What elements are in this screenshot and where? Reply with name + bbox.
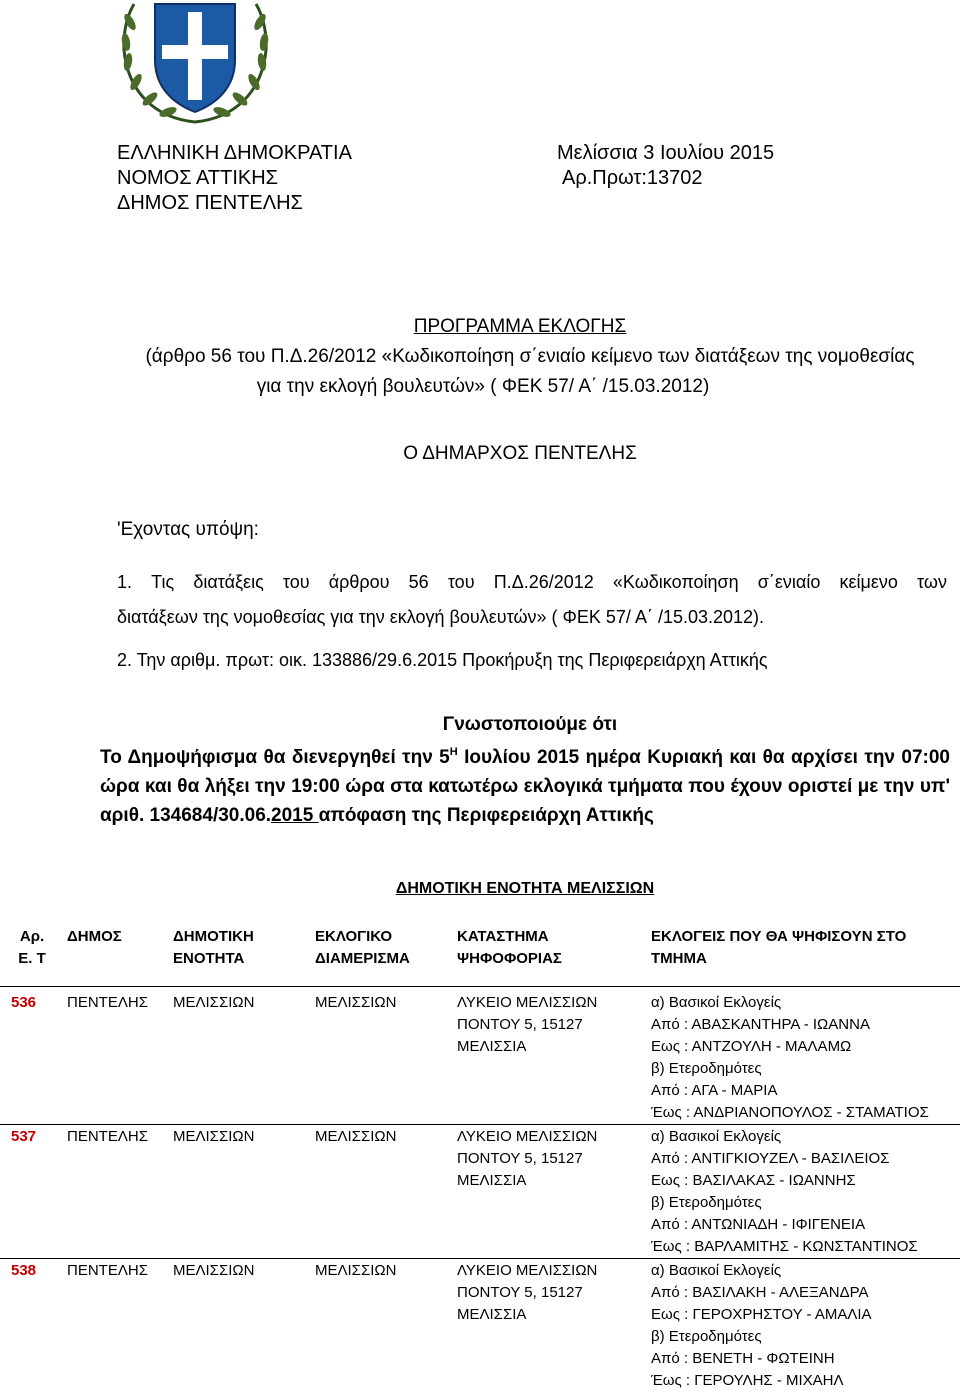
voters-line: Από : ΒΕΝΕΤΗ - ΦΩΤΕΙΝΗ	[651, 1350, 835, 1367]
row-number: 536	[11, 994, 37, 1011]
row-voters	[651, 1260, 872, 1392]
item-1-word: άρθρου	[328, 572, 390, 592]
row-municipality: ΠΕΝΤΕΛΗΣ	[67, 1128, 148, 1145]
row-venue	[457, 1260, 597, 1326]
protocol-number: Αρ.Πρωτ:13702	[562, 167, 703, 189]
header-text: ΕΚΛΟΓΕΙΣ ΠΟΥ ΘΑ ΨΗΦΙΣΟΥΝ ΣΤΟ	[651, 928, 907, 945]
voters-line: β) Ετεροδημότες	[651, 1194, 762, 1211]
row-district: ΜΕΛΙΣΣΙΩΝ	[315, 994, 397, 1011]
voters-line: Εως : ΒΑΣΙΛΑΚΑΣ - ΙΩΑΝΝΗΣ	[651, 1172, 856, 1189]
item-1-word: σ΄ενιαίο	[757, 572, 821, 592]
venue-line: ΛΥΚΕΙΟ ΜΕΛΙΣΣΙΩΝ	[457, 1128, 598, 1145]
table-divider	[0, 986, 960, 987]
voters-line: β) Ετεροδημότες	[651, 1060, 762, 1077]
row-municipality: ΠΕΝΤΕΛΗΣ	[67, 1262, 148, 1279]
header-number	[10, 926, 54, 970]
header-unit	[173, 926, 254, 970]
row-voters	[651, 992, 929, 1124]
municipal-unit-title: ΔΗΜΟΤΙΚΗ ΕΝΟΤΗΤΑ ΜΕΛΙΣΣΙΩΝ	[395, 880, 655, 897]
voters-line: Έως : ΑΝΔΡΙΑΝΟΠΟΥΛΟΣ - ΣΤΑΜΑΤΙΟΣ	[651, 1104, 929, 1121]
voters-line: Από : ΑΝΤΙΓΚΙΟΥΖΕΛ - ΒΑΣΙΛΕΙΟΣ	[651, 1150, 890, 1167]
issuer-prefecture: ΝΟΜΟΣ ΑΤΤΙΚΗΣ	[117, 167, 279, 189]
item-1-word: του	[447, 572, 475, 592]
document-heading: ΠΡΟΓΡΑΜΜΑ ΕΚΛΟΓΗΣ	[413, 316, 627, 337]
venue-line: ΜΕΛΙΣΣΙΑ	[457, 1306, 527, 1323]
voters-line: α) Βασικοί Εκλογείς	[651, 1262, 782, 1279]
date-protocol-block	[557, 141, 774, 191]
issuer-country: ΕΛΛΗΝΙΚΗ ΔΗΜΟΚΡΑΤΙΑ	[117, 142, 352, 164]
venue-line: ΛΥΚΕΙΟ ΜΕΛΙΣΣΙΩΝ	[457, 994, 598, 1011]
coat-of-arms-emblem	[110, 0, 280, 128]
announcement-part: Το Δημοψήφισμα θα διενεργηθεί την 5	[100, 747, 450, 768]
item-1-word: κείμενο	[839, 572, 898, 592]
item-1-line-2: διατάξεων της νομοθεσίας για την εκλογή βουλευτών» ( ΦΕΚ 57/ Α΄ /15.03.2012).	[117, 607, 765, 627]
header-text: ΨΗΦΟΦΟΡΙΑΣ	[457, 950, 562, 967]
item-1-word: 56	[408, 572, 429, 592]
item-1-word: του	[282, 572, 310, 592]
voters-line: Έως : ΒΑΡΛΑΜΙΤΗΣ - ΚΩΝΣΤΑΝΤΙΝΟΣ	[651, 1238, 918, 1255]
voters-line: α) Βασικοί Εκλογείς	[651, 1128, 782, 1145]
row-venue	[457, 1126, 597, 1192]
announcement-part: απόφαση της Περιφερειάρχη Αττικής	[318, 805, 654, 826]
announcement-part: Ιουλίου 2015 ημέρα Κυριακή και θα αρχίσει την 07:00 ώρα και θα λήξει την 19:00 ώρα στα κατωτέρω εκλογικά τμήματα που έχουν οριστεί με την υπ' αριθ. 134684/30.06.	[100, 747, 950, 826]
header-text: ΤΜΗΜΑ	[651, 950, 707, 967]
header-text: Ε. Τ	[18, 950, 46, 967]
venue-line: ΛΥΚΕΙΟ ΜΕΛΙΣΣΙΩΝ	[457, 1262, 598, 1279]
item-1-word: 1.	[117, 572, 133, 592]
voters-line: Από : ΑΓΑ - ΜΑΡΙΑ	[651, 1082, 778, 1099]
item-1-word: των	[917, 572, 947, 592]
item-1-line-1	[117, 572, 947, 593]
row-venue	[457, 992, 597, 1058]
header-venue	[457, 926, 562, 970]
row-unit: ΜΕΛΙΣΣΙΩΝ	[173, 994, 255, 1011]
announcement-text	[100, 738, 950, 830]
item-1-word: «Κωδικοποίηση	[612, 572, 739, 592]
voters-line: Εως : ΓΕΡΟΧΡΗΣΤΟΥ - ΑΜΑΛΙΑ	[651, 1306, 872, 1323]
header-municipality	[67, 926, 122, 948]
table-divider	[0, 1258, 960, 1259]
title-block	[0, 312, 960, 402]
header-text: ΔΙΑΜΕΡΙΣΜΑ	[315, 950, 410, 967]
voters-line: α) Βασικοί Εκλογείς	[651, 994, 782, 1011]
row-number: 538	[11, 1262, 37, 1279]
venue-line: ΠΟΝΤΟΥ 5, 15127	[457, 1284, 583, 1301]
announcement-underlined: 2015	[271, 805, 319, 826]
issuer-block	[117, 141, 352, 216]
header-text: ΕΚΛΟΓΙΚΟ	[315, 928, 393, 945]
venue-line: ΜΕΛΙΣΣΙΑ	[457, 1038, 527, 1055]
voters-line: Εως : ΑΝΤΖΟΥΛΗ - ΜΑΛΑΜΩ	[651, 1038, 852, 1055]
header-district	[315, 926, 410, 970]
announcement-heading: Γνωστοποιούμε ότι	[442, 714, 618, 735]
venue-line: ΠΟΝΤΟΥ 5, 15127	[457, 1150, 583, 1167]
header-text: ΕΝΟΤΗΤΑ	[173, 950, 245, 967]
row-unit: ΜΕΛΙΣΣΙΩΝ	[173, 1128, 255, 1145]
header-text: ΚΑΤΑΣΤΗΜΑ	[457, 928, 549, 945]
title-line-1: (άρθρο 56 του Π.Δ.26/2012 «Κωδικοποίηση σ΄ενιαίο κείμενο των διατάξεων της νομοθεσίας	[145, 346, 915, 367]
header-text: Αρ.	[19, 928, 45, 945]
announcement-superscript: Η	[449, 746, 458, 758]
title-line-2: για την εκλογή βουλευτών» ( ΦΕΚ 57/ Α΄ /15.03.2012)	[256, 376, 710, 397]
venue-line: ΜΕΛΙΣΣΙΑ	[457, 1172, 527, 1189]
mayor-heading: Ο ΔΗΜΑΡΧΟΣ ΠΕΝΤΕΛΗΣ	[403, 443, 637, 464]
issuer-municipality: ΔΗΜΟΣ ΠΕΝΤΕΛΗΣ	[117, 192, 303, 214]
header-voters	[651, 926, 906, 970]
voters-line: Από : ΒΑΣΙΛΑΚΗ - ΑΛΕΞΑΝΔΡΑ	[651, 1284, 869, 1301]
item-1-word: διατάξεις	[193, 572, 264, 592]
row-district: ΜΕΛΙΣΣΙΩΝ	[315, 1128, 397, 1145]
item-1-word: Π.Δ.26/2012	[493, 572, 594, 592]
header-text: ΔΗΜΟΤΙΚΗ	[173, 928, 254, 945]
row-unit: ΜΕΛΙΣΣΙΩΝ	[173, 1262, 255, 1279]
voters-line: Από : ΑΒΑΣΚΑΝΤΗΡΑ - ΙΩΑΝΝΑ	[651, 1016, 870, 1033]
voters-line: Από : ΑΝΤΩΝΙΑΔΗ - ΙΦΙΓΕΝΕΙΑ	[651, 1216, 866, 1233]
table-divider	[0, 1124, 960, 1125]
row-municipality: ΠΕΝΤΕΛΗΣ	[67, 994, 148, 1011]
item-2: 2. Την αριθμ. πρωτ: οικ. 133886/29.6.2015 Προκήρυξη της Περιφερειάρχη Αττικής	[117, 650, 768, 670]
row-district: ΜΕΛΙΣΣΙΩΝ	[315, 1262, 397, 1279]
voters-line: Έως : ΓΕΡΟΥΛΗΣ - ΜΙΧΑΗΛ	[651, 1372, 844, 1389]
voters-line: β) Ετεροδημότες	[651, 1328, 762, 1345]
header-text: ΔΗΜΟΣ	[67, 928, 122, 945]
row-number: 537	[11, 1128, 37, 1145]
given-heading: 'Εχοντας υπόψη:	[117, 519, 259, 540]
item-1-word: Τις	[151, 572, 175, 592]
row-voters	[651, 1126, 918, 1258]
document-date: Μελίσσια 3 Ιουλίου 2015	[557, 142, 775, 164]
venue-line: ΠΟΝΤΟΥ 5, 15127	[457, 1016, 583, 1033]
